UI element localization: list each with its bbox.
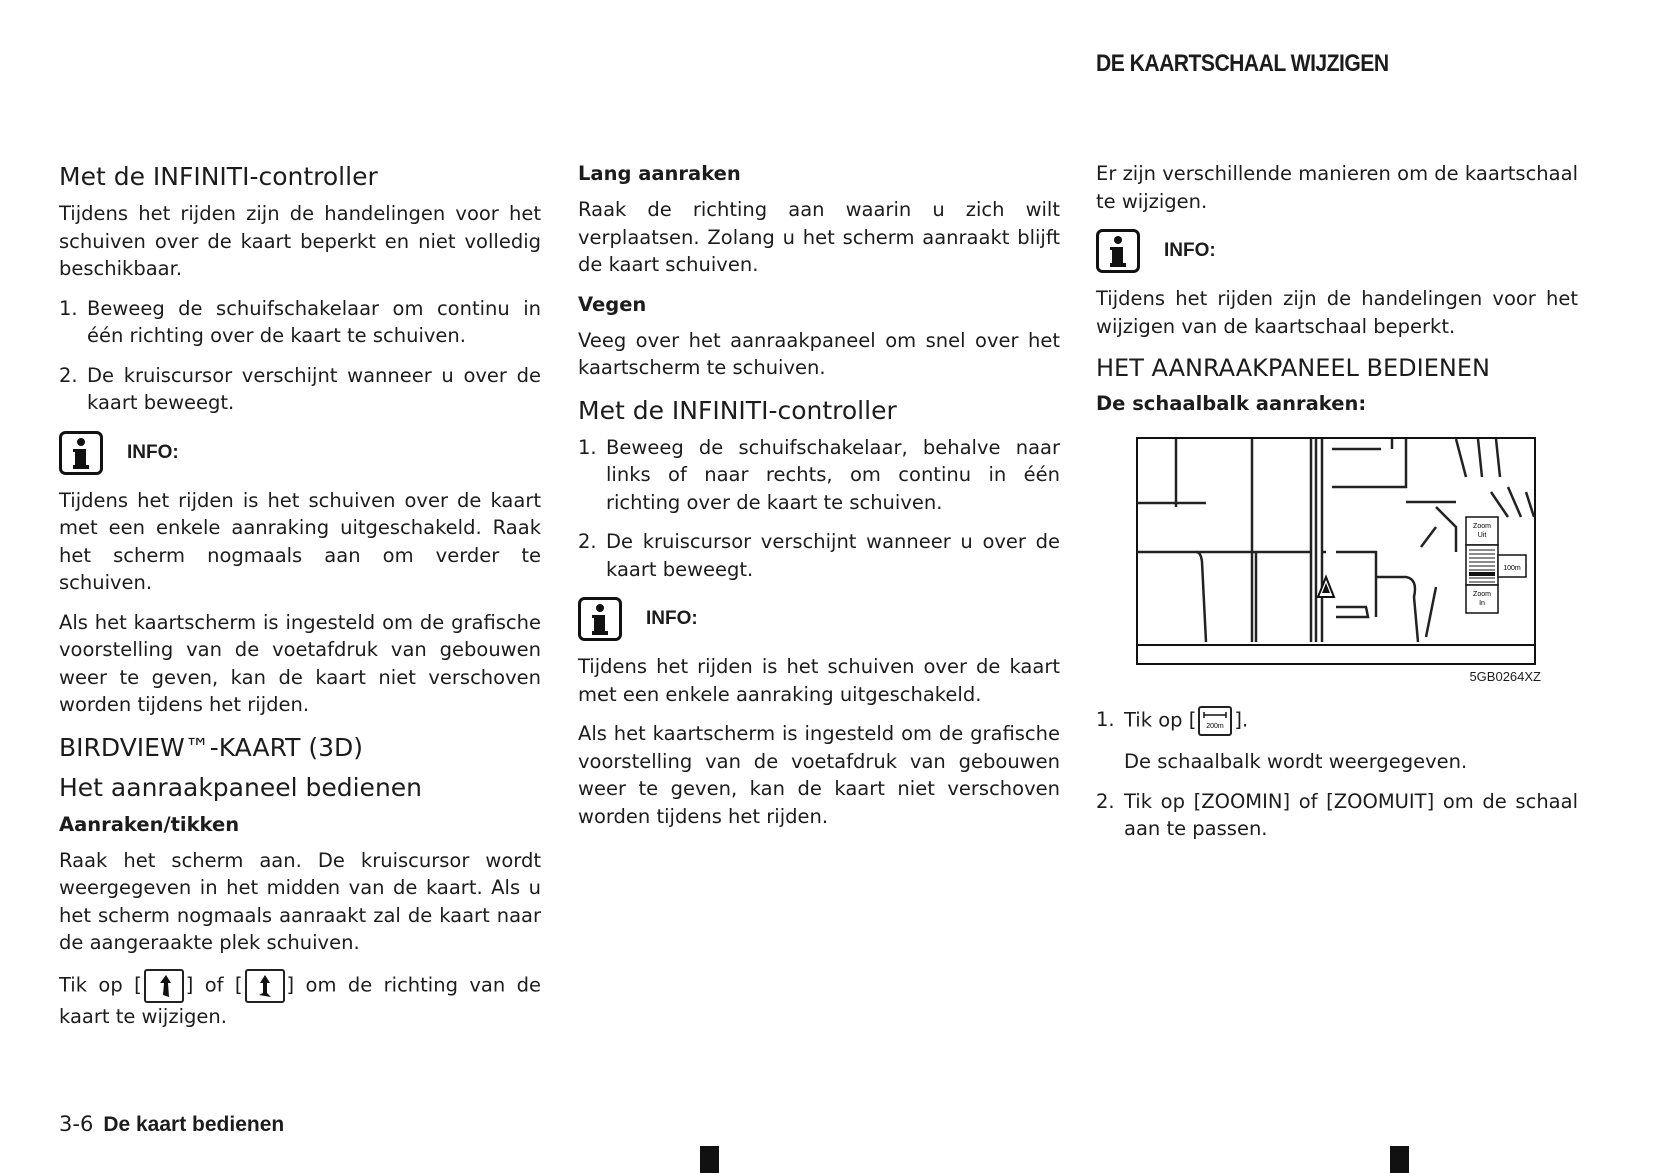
info-paragraph: Tijdens het rijden zijn de handelingen voor het wijzigen van de kaartschaal beperkt. [1096, 287, 1578, 338]
list-text: De kruiscursor verschijnt wanneer u over de kaart beweegt. [606, 530, 1060, 581]
list-text [1124, 706, 1578, 736]
section-title: De kaart bedienen [103, 1113, 285, 1136]
binding-mark [1390, 1146, 1409, 1173]
info-label: INFO: [127, 441, 179, 463]
text-segment: ] om de richting van de kaart te wijzigen. [59, 973, 541, 1028]
scale-icon-label: 200m [1206, 723, 1225, 730]
list-number: 2. [1096, 789, 1115, 813]
subheading-scale-bar: De schaalbalk aanraken: [1096, 392, 1367, 415]
info-icon [1096, 229, 1140, 273]
list-number: 1. [578, 435, 597, 459]
list-item [578, 434, 1060, 517]
info-icon [59, 431, 103, 475]
figure-caption: 5GB0264XZ [1469, 669, 1541, 684]
list-item [59, 362, 541, 417]
list-number: 2. [578, 530, 597, 553]
info-paragraph: Als het kaartscherm is ingesteld om de grafische voorstelling van de voetafdruk van gebouwen weer te geven, kan de kaart niet verschoven worden tijdens het rijden. [59, 610, 541, 716]
zoom-out-label: Zoom [1473, 523, 1491, 530]
paragraph: Er zijn verschillende manieren om de kaartschaal te wijzigen. [1096, 162, 1578, 213]
list-text: De kruiscursor verschijnt wanneer u over de kaart beweegt. [87, 363, 541, 414]
page-header-title: DE KAARTSCHAAL WIJZIGEN [1096, 50, 1389, 77]
list-number: 2. [59, 363, 78, 387]
list-item [1096, 788, 1578, 843]
list-text: Beweeg de schuifschakelaar om continu in één richting over de kaart te schuiven. [87, 296, 541, 347]
info-label: INFO: [646, 608, 698, 629]
list-text: Beweeg de schuifschakelaar, behalve naar links of naar rechts, om continu in één richting over de kaart te schuiven. [606, 435, 1060, 514]
text-segment: ]. [1234, 708, 1249, 732]
info-box [59, 429, 541, 477]
text-segment: Tik op [ [1124, 708, 1197, 732]
heading-birdview: BIRDVIEW™-KAART (3D) [59, 732, 364, 762]
paragraph: Raak de richting aan waarin u zich wilt verplaatsen. Zolang u het scherm aanraakt blijft de kaart schuiven. [578, 198, 1060, 276]
heading-up-icon [144, 969, 184, 1003]
list-item [59, 295, 541, 350]
scale-bar-icon [1198, 706, 1232, 736]
subheading-tap: Aanraken/tikken [59, 812, 240, 836]
zoom-in-label: Zoom [1473, 591, 1491, 598]
list-item [578, 528, 1060, 583]
heading-infiniti-controller: Met de INFINITI-controller [59, 162, 378, 191]
info-paragraph: Tijdens het rijden is het schuiven over de kaart met een enkele aanraking uitgeschakeld. Raak het scherm nogmaals aan om verder te schuiven. [59, 488, 541, 594]
zoom-in-sub-label: In [1479, 600, 1485, 607]
list-number: 1. [59, 296, 78, 320]
heading-infiniti-controller: Met de INFINITI-controller [578, 395, 897, 425]
list-item [1096, 706, 1578, 736]
info-icon [578, 597, 622, 641]
list-number: 1. [1096, 708, 1115, 731]
subheading-long-touch: Lang aanraken [578, 162, 741, 185]
paragraph: Veeg over het aanraakpaneel om snel over het kaartscherm te schuiven. [578, 328, 1060, 379]
info-paragraph: Als het kaartscherm is ingesteld om de grafische voorstelling van de voetafdruk van gebouwen weer te geven, kan de kaart niet verschoven worden tijdens het rijden. [578, 722, 1060, 828]
map-drawing [1136, 437, 1536, 665]
page-footer [59, 1112, 284, 1137]
binding-mark [700, 1146, 719, 1173]
scale-label: 100m [1503, 565, 1521, 572]
info-paragraph: Tijdens het rijden is het schuiven over de kaart met een enkele aanraking uitgeschakeld. [578, 655, 1060, 706]
text-segment: Tik op [ [59, 973, 142, 996]
paragraph-direction [59, 969, 541, 1031]
info-box [578, 595, 1060, 643]
info-label: INFO: [1164, 240, 1216, 261]
paragraph: Raak het scherm aan. De kruiscursor wordt weergegeven in het midden van de kaart. Als u het scherm nogmaals aanraakt zal de kaart naar de aangeraakte plek schuiven. [59, 848, 541, 954]
column-2 [578, 160, 1060, 842]
list-text: Tik op [ZOOMIN] of [ZOOMUIT] om de schaal aan te passen. [1124, 789, 1578, 840]
column-1 [59, 160, 541, 1042]
map-illustration [1136, 437, 1536, 665]
page-number: 3-6 [59, 1112, 94, 1136]
paragraph: Tijdens het rijden zijn de handelingen voor het schuiven over de kaart beperkt en niet volledig beschikbaar. [59, 202, 541, 280]
heading-touchpanel-caps: HET AANRAAKPANEEL BEDIENEN [1096, 354, 1490, 382]
text-segment: ] of [ [185, 973, 243, 996]
paragraph: De schaalbalk wordt weergegeven. [1124, 750, 1468, 773]
subheading-swipe: Vegen [578, 292, 647, 316]
column-3 [1096, 160, 1578, 855]
heading-touchpanel: Het aanraakpaneel bedienen [59, 772, 423, 802]
north-up-icon [245, 969, 285, 1003]
zoom-out-sub-label: Uit [1477, 532, 1487, 539]
info-box [1096, 227, 1578, 275]
